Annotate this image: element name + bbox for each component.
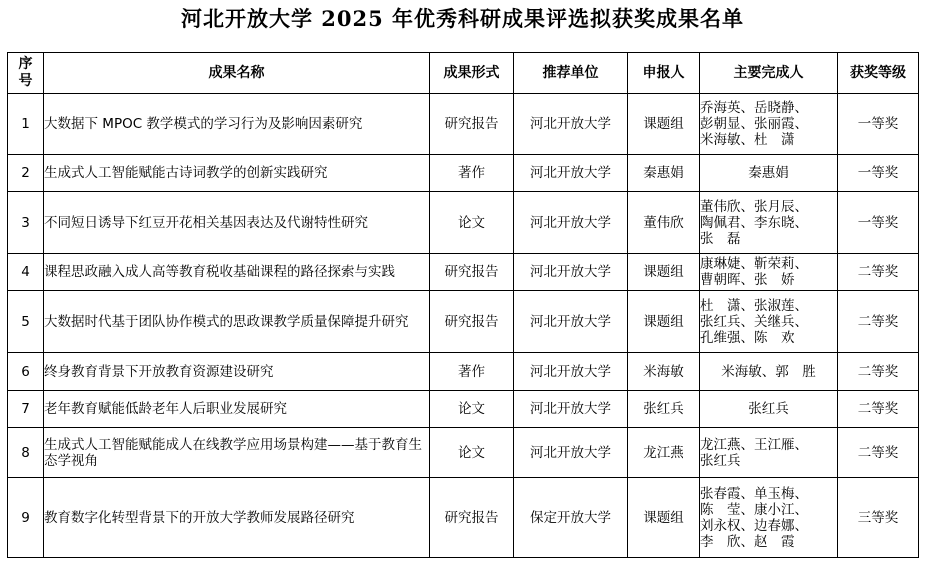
row-authors <box>700 94 838 155</box>
table-row <box>8 192 919 254</box>
author-line: 杜 潇、张淑莲、 <box>700 297 808 314</box>
author-line: 曹朝晖、张 娇 <box>700 272 795 288</box>
row-applicant: 米海敏 <box>628 353 700 391</box>
author-line: 米海敏、郭 胜 <box>721 363 816 380</box>
row-applicant: 课题组 <box>628 291 700 353</box>
header-seq: 序号 <box>8 53 44 94</box>
row-level: 二等奖 <box>838 254 919 291</box>
table-row <box>8 254 919 291</box>
row-unit: 河北开放大学 <box>514 254 628 291</box>
row-unit: 河北开放大学 <box>514 428 628 478</box>
author-line: 张红兵 <box>700 452 741 469</box>
author-line: 董伟欣、张月辰、 <box>700 198 808 215</box>
row-applicant: 张红兵 <box>628 391 700 428</box>
row-seq: 2 <box>8 155 44 192</box>
row-level: 二等奖 <box>838 428 919 478</box>
row-applicant: 课题组 <box>628 254 700 291</box>
table-row <box>8 291 919 353</box>
row-name: 大数据下 MPOC 教学模式的学习行为及影响因素研究 <box>44 94 430 155</box>
table-row <box>8 155 919 192</box>
row-form: 论文 <box>430 192 514 254</box>
table-header-row <box>8 53 919 94</box>
author-line: 陶佩君、李东晓、 <box>700 214 808 231</box>
row-name: 课程思政融入成人高等教育税收基础课程的路径探索与实践 <box>44 254 430 291</box>
awards-table <box>7 52 919 558</box>
row-level: 一等奖 <box>838 155 919 192</box>
row-applicant: 课题组 <box>628 94 700 155</box>
row-name: 教育数字化转型背景下的开放大学教师发展路径研究 <box>44 478 430 558</box>
row-level: 二等奖 <box>838 391 919 428</box>
table-row <box>8 428 919 478</box>
author-line: 刘永权、边春娜、 <box>700 517 808 534</box>
row-name: 大数据时代基于团队协作模式的思政课教学质量保障提升研究 <box>44 291 430 353</box>
row-level: 二等奖 <box>838 353 919 391</box>
author-line: 张红兵、关继兵、 <box>700 313 808 330</box>
table-row <box>8 94 919 155</box>
row-form: 著作 <box>430 155 514 192</box>
row-form: 研究报告 <box>430 254 514 291</box>
header-level: 获奖等级 <box>838 53 919 94</box>
row-applicant: 龙江燕 <box>628 428 700 478</box>
row-unit: 河北开放大学 <box>514 353 628 391</box>
author-line: 李 欣、赵 霞 <box>700 533 795 550</box>
row-unit: 河北开放大学 <box>514 291 628 353</box>
row-name: 不同短日诱导下红豆开花相关基因表达及代谢特性研究 <box>44 192 430 254</box>
row-seq: 1 <box>8 94 44 155</box>
row-authors <box>700 478 838 558</box>
row-unit: 河北开放大学 <box>514 155 628 192</box>
row-seq: 3 <box>8 192 44 254</box>
table-row <box>8 391 919 428</box>
row-unit: 河北开放大学 <box>514 391 628 428</box>
row-form: 著作 <box>430 353 514 391</box>
row-form: 研究报告 <box>430 291 514 353</box>
author-line: 米海敏、杜 潇 <box>700 132 795 148</box>
row-authors <box>700 428 838 478</box>
row-seq: 7 <box>8 391 44 428</box>
row-seq: 9 <box>8 478 44 558</box>
row-unit: 河北开放大学 <box>514 192 628 254</box>
row-applicant: 董伟欣 <box>628 192 700 254</box>
row-form: 论文 <box>430 428 514 478</box>
author-line: 张红兵 <box>748 401 789 417</box>
row-name: 生成式人工智能赋能成人在线教学应用场景构建——基于教育生态学视角 <box>44 428 430 478</box>
row-authors <box>700 291 838 353</box>
author-line: 张春霞、单玉梅、 <box>700 485 808 502</box>
author-line: 秦惠娟 <box>748 165 789 181</box>
row-form: 研究报告 <box>430 94 514 155</box>
row-authors <box>700 353 838 391</box>
row-seq: 4 <box>8 254 44 291</box>
row-unit: 河北开放大学 <box>514 94 628 155</box>
author-line: 彭朝显、张丽霞、 <box>700 116 808 132</box>
author-line: 张 磊 <box>700 230 741 247</box>
row-unit: 保定开放大学 <box>514 478 628 558</box>
author-line: 陈 莹、康小江、 <box>700 501 808 518</box>
row-authors <box>700 391 838 428</box>
header-name: 成果名称 <box>44 53 430 94</box>
header-applicant: 申报人 <box>628 53 700 94</box>
author-line: 孔维强、陈 欢 <box>700 329 795 346</box>
row-name: 生成式人工智能赋能古诗词教学的创新实践研究 <box>44 155 430 192</box>
row-level: 一等奖 <box>838 94 919 155</box>
table-body <box>8 94 919 558</box>
author-line: 康琳婕、靳荣莉、 <box>700 256 808 272</box>
row-level: 一等奖 <box>838 192 919 254</box>
row-name: 老年教育赋能低龄老年人后职业发展研究 <box>44 391 430 428</box>
page-title: 河北开放大学 2025 年优秀科研成果评选拟获奖成果名单 <box>180 6 745 31</box>
row-level: 三等奖 <box>838 478 919 558</box>
row-form: 论文 <box>430 391 514 428</box>
table-row <box>8 478 919 558</box>
row-authors <box>700 155 838 192</box>
row-seq: 5 <box>8 291 44 353</box>
header-unit: 推荐单位 <box>514 53 628 94</box>
row-seq: 6 <box>8 353 44 391</box>
row-authors <box>700 254 838 291</box>
row-authors <box>700 192 838 254</box>
row-level: 二等奖 <box>838 291 919 353</box>
header-authors: 主要完成人 <box>700 53 838 94</box>
author-line: 龙江燕、王江雁、 <box>700 436 808 453</box>
author-line: 乔海英、岳晓静、 <box>700 100 808 116</box>
row-form: 研究报告 <box>430 478 514 558</box>
header-form: 成果形式 <box>430 53 514 94</box>
table-row <box>8 353 919 391</box>
row-applicant: 秦惠娟 <box>628 155 700 192</box>
row-seq: 8 <box>8 428 44 478</box>
row-applicant: 课题组 <box>628 478 700 558</box>
row-name: 终身教育背景下开放教育资源建设研究 <box>44 353 430 391</box>
